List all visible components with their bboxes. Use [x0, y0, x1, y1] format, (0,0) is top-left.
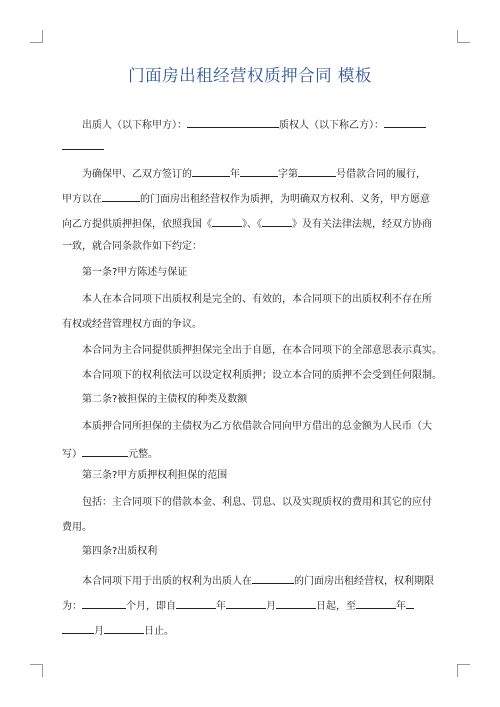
start-month-blank [226, 598, 266, 609]
start-day-blank [276, 598, 316, 609]
end-year-blank [356, 598, 396, 609]
article-4-text: 年 [396, 601, 406, 612]
preamble-text: 为确保甲、乙双方签订的 [82, 169, 192, 180]
article-4-text: 个月，即自 [126, 601, 176, 612]
article-4-text: 月 [94, 626, 104, 637]
parties-line [82, 117, 426, 132]
article-4-p1-line-3 [62, 623, 174, 638]
document-title: 门面房出租经营权质押合同 模板 [128, 66, 372, 85]
preamble-text: 》、《 [242, 219, 262, 230]
pledgor-blank [187, 117, 279, 128]
contract-year-blank [192, 166, 230, 177]
pledgee-blank [384, 117, 426, 128]
end-year-blank-tail [406, 598, 414, 609]
preamble-text: 甲方以在 [62, 194, 102, 205]
article-1-heading: 第一条?甲方陈述与保证 [82, 267, 188, 278]
pledgee-label: 质权人（以下称乙方）： [279, 120, 384, 131]
article-4-text: 的门面房出租经营权，权利期限 [294, 576, 434, 587]
article-2-text: 元整。 [128, 449, 158, 460]
article-2-p1-line-1: 本质押合同所担保的主债权为乙方依借款合同向甲方借出的总金额为人民币（大 [82, 421, 432, 432]
article-2-text: 写） [62, 449, 82, 460]
pledgor-label: 出质人（以下称甲方）： [82, 120, 187, 131]
article-1-p3: 本合同项下的权利依法可以设定权利质押；设立本合同的质押不会受到任何限制。 [82, 370, 442, 381]
article-4-heading: 第四条?出质权利 [82, 546, 158, 557]
article-4-p1-line-2 [62, 598, 414, 613]
article-2-heading: 第二条?被担保的主债权的种类及数额 [82, 394, 248, 405]
pledgee-blank-continued [62, 139, 104, 154]
article-4-text: 日起，至 [316, 601, 356, 612]
preamble-text: 的门面房出租经营权作为质押，为明确双方权利、义务，甲方愿意 [140, 194, 430, 205]
crop-mark-top-left [30, 30, 43, 43]
shop-location-blank [252, 573, 294, 584]
article-4-text: 年 [216, 601, 226, 612]
article-4-text: 月 [266, 601, 276, 612]
article-3-heading: 第三条?甲方质押权利担保的范围 [82, 470, 228, 481]
preamble-text: 年 [230, 169, 240, 180]
preamble-text: 号借款合同的履行， [336, 169, 426, 180]
law-1-blank [212, 216, 242, 227]
article-3-p1-line-2: 费用。 [62, 522, 92, 533]
amount-blank [82, 446, 128, 457]
article-3-p1-line-1: 包括：主合同项下的借款本金、利息、罚息、以及实现质权的费用和其它的应付 [82, 497, 432, 508]
preamble-line-1 [82, 166, 426, 181]
article-1-p1-line-1: 本人在本合同项下出质权利是完全的、有效的，本合同项下的出质权利不存在所 [82, 294, 432, 305]
article-1-p2: 本合同为主合同提供质押担保完全出于自愿，在本合同项下的全部意思表示真实。 [82, 345, 442, 356]
crop-mark-bottom-right [457, 664, 470, 677]
location-blank [102, 191, 140, 202]
start-year-blank [176, 598, 216, 609]
article-4-p1-line-1 [82, 573, 434, 588]
article-2-p1-line-2 [62, 446, 158, 461]
crop-mark-top-right [457, 30, 470, 43]
preamble-line-2 [62, 191, 430, 206]
end-day-blank [104, 623, 144, 634]
contract-number-blank [298, 166, 336, 177]
preamble-text: 向乙方提供质押担保，依照我国《 [62, 219, 212, 230]
preamble-text: 字第 [278, 169, 298, 180]
article-4-text: 日止。 [144, 626, 174, 637]
law-2-blank [262, 216, 292, 227]
article-1-p1-line-2: 有权或经营管理权方面的争议。 [62, 319, 202, 330]
crop-mark-bottom-left [30, 664, 43, 677]
preamble-text: 》及有关法律法规，经双方协商 [292, 219, 432, 230]
end-month-blank [62, 623, 94, 634]
contract-word-blank [240, 166, 278, 177]
months-blank [82, 598, 126, 609]
preamble-line-4: 一致，就合同条款作如下约定： [62, 241, 202, 252]
pledgee-blank-2 [62, 139, 104, 150]
preamble-line-3 [62, 216, 432, 231]
article-4-text: 为： [62, 601, 82, 612]
article-4-text: 本合同项下用于出质的权利为出质人在 [82, 576, 252, 587]
